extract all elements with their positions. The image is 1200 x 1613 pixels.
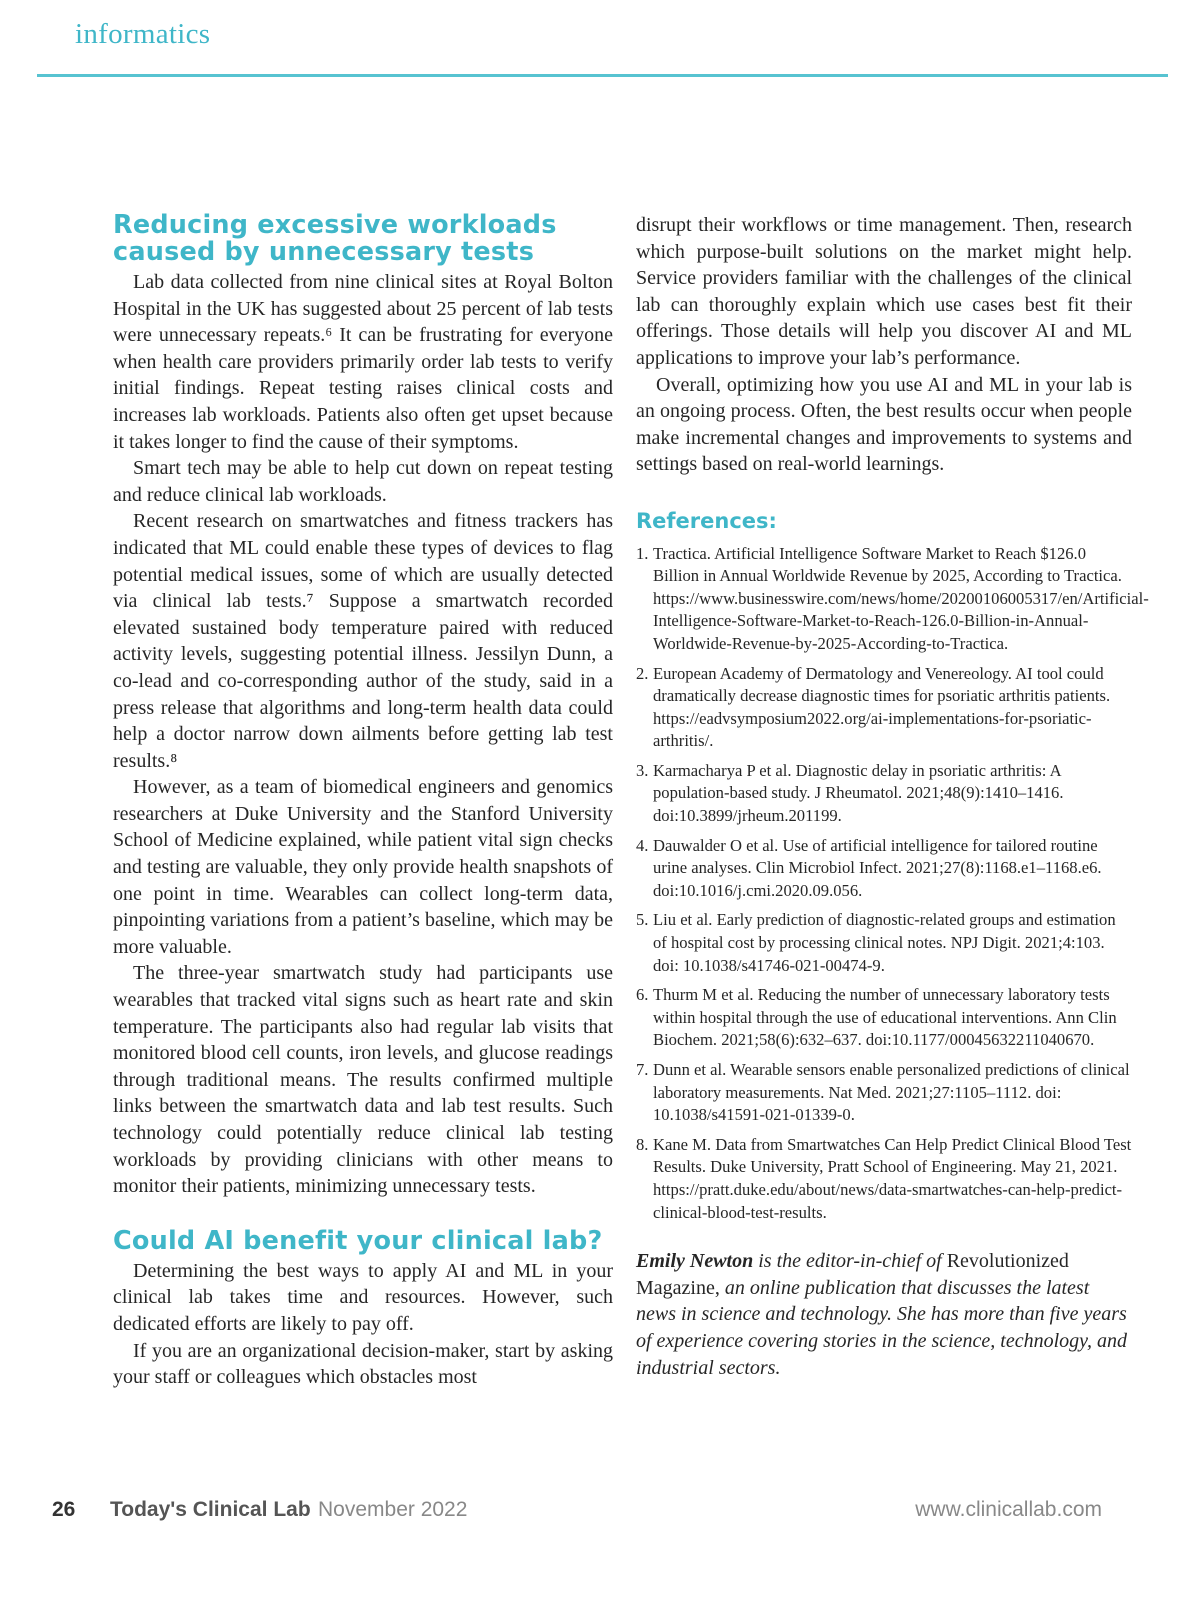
reference-number: 2. xyxy=(636,663,649,683)
reference-item xyxy=(636,663,1132,753)
reference-item xyxy=(636,1059,1132,1127)
reference-number: 6. xyxy=(636,985,649,1005)
references-list xyxy=(636,543,1149,1225)
author-bio-text: is the editor-in-chief of xyxy=(758,1250,942,1273)
reference-text: Liu et al. Early prediction of diagnostic-related groups and estimation of hospital cost by processing clinical notes. NPJ Digit. 2021;4:103. doi: 10.1038/s41746-021-00474-9. xyxy=(653,910,1116,975)
page-footer xyxy=(52,1496,1102,1528)
reference-item xyxy=(636,1134,1132,1224)
reference-item xyxy=(636,760,1132,828)
reference-text: Dunn et al. Wearable sensors enable personalized predictions of clinical laboratory measurements. Nat Med. 2021;27:1105–1112. doi: 10.1038/s41591-021-01339-0. xyxy=(653,1060,1130,1125)
body-paragraph-continued: disrupt their workflows or time management. Then, research which purpose-built solutions on the market might help. Service providers familiar with the challenges of the clinical lab can thoroughly explain which use cases best fit their offerings. Those details will help you discover AI and ML applications to improve your lab’s performance. xyxy=(636,214,1132,369)
website-url: www.clinicallab.com xyxy=(915,1498,1102,1521)
body-paragraph: Lab data collected from nine clinical sites at Royal Bolton Hospital in the UK has suggested about 25 percent of lab tests were unnecessary repeats.⁶ It can be frustrating for everyone when health care providers primarily order lab tests to verify initial findings. Repeat testing raises clinical costs and increases lab workloads. Patients also often get upset because it takes longer to find the cause of their symptoms. xyxy=(113,271,613,453)
magazine-title: Today's Clinical Lab xyxy=(110,1498,311,1521)
article-column-left xyxy=(113,212,613,1391)
reference-number: 3. xyxy=(636,760,649,780)
body-paragraph: However, as a team of biomedical engineers and genomics researchers at Duke University and the Stanford University School of Medicine explained, while patient vital sign checks and testing are valuable, they only provide health snapshots of one point in time. Wearables can collect long-term data, pinpointing variations from a patient’s baseline, which may be more valuable. xyxy=(113,776,613,958)
reference-text: Dauwalder O et al. Use of artificial intelligence for tailored routine urine analyses. Clin Microbiol Infect. 2021;27(8):1168.e1–1168.e6. doi:10.1016/j.cmi.2020.09.056. xyxy=(653,835,1102,900)
issue-date: November 2022 xyxy=(318,1498,468,1521)
section-heading-workloads: Reducing excessive workloads caused by unnecessary tests xyxy=(113,210,557,267)
author-bio-text: an online publication that discusses the latest news in science and technology. She has more than five years of experience covering stories in the science, technology, and industrial sectors. xyxy=(636,1276,1127,1379)
reference-item xyxy=(636,543,1149,656)
author-bio xyxy=(636,1248,1132,1381)
author-name: Emily Newton xyxy=(636,1250,754,1273)
references-heading: References: xyxy=(636,508,777,533)
reference-number: 1. xyxy=(636,543,649,563)
reference-item xyxy=(636,909,1132,977)
header-rule xyxy=(37,74,1168,77)
reference-number: 4. xyxy=(636,835,649,855)
article-column-right xyxy=(636,212,1149,1401)
body-paragraph: Smart tech may be able to help cut down on repeat testing and reduce clinical lab workloads. xyxy=(113,457,613,506)
section-tag: informatics xyxy=(75,18,211,50)
reference-number: 7. xyxy=(636,1060,649,1079)
page-number: 26 xyxy=(52,1498,76,1521)
body-paragraph: Overall, optimizing how you use AI and ML in your lab is an ongoing process. Often, the best results occur when people make incremental changes and improvements to systems and settings based on real-world learnings. xyxy=(636,373,1132,476)
reference-text: European Academy of Dermatology and Venereology. AI tool could dramatically decrease diagnostic times for psoriatic arthritis patients. https://eadvsymposium2022.org/ai-implementations-for-psoriatic-arthritis/. xyxy=(653,663,1111,751)
body-paragraph: If you are an organizational decision-maker, start by asking your staff or colleagues which obstacles most xyxy=(113,1339,613,1389)
body-paragraph: Determining the best ways to apply AI and ML in your clinical lab takes time and resources. However, such dedicated efforts are likely to pay off. xyxy=(113,1259,613,1335)
reference-text: Thurm M et al. Reducing the number of unnecessary laboratory tests within hospital through the use of educational interventions. Ann Clin Biochem. 2021;58(6):632–637. doi:10.1177/00045632211040670. xyxy=(653,985,1117,1050)
reference-number: 8. xyxy=(636,1134,649,1154)
reference-text: Karmacharya P et al. Diagnostic delay in psoriatic arthritis: A population-based study. J Rheumatol. 2021;48(9):1410–1416. doi:10.3899/jrheum.201199. xyxy=(653,760,1064,826)
reference-text: Tractica. Artificial Intelligence Software Market to Reach $126.0 Billion in Annual Worldwide Revenue by 2025, According to Tractica. https://www.businesswire.com/news/home/20200106005317/en/Artificial-Intelligence-Software-Market-to-Reach-126.0-Billion-in-Annual-Worldwide-Revenue-by-2025-According-to-Tractica. xyxy=(653,543,1149,653)
section-heading-ai-benefit: Could AI benefit your clinical lab? xyxy=(113,1225,603,1256)
body-paragraph: Recent research on smartwatches and fitness trackers has indicated that ML could enable these types of devices to flag potential medical issues, some of which are usually detected via clinical lab tests.⁷ Suppose a smartwatch recorded elevated sustained body temperature paired with reduced activity levels, suggesting potential illness. Jessilyn Dunn, a co-lead and co-corresponding author of the study, said in a press release that algorithms and long-term health data could help a doctor narrow down ailments before getting lab test results.⁸ xyxy=(113,510,613,772)
reference-item xyxy=(636,984,1132,1052)
body-paragraph: The three-year smartwatch study had participants use wearables that tracked vital signs such as heart rate and skin temperature. The participants also had regular lab visits that monitored blood cell counts, iron levels, and glucose readings through traditional means. The results confirmed multiple links between the smartwatch data and lab test results. Such technology could potentially reduce clinical lab testing workloads by providing clinicians with other means to monitor their patients, minimizing unnecessary tests. xyxy=(113,962,613,1198)
publication-name: Revolutionized Magazine, xyxy=(636,1250,1069,1299)
reference-number: 5. xyxy=(636,910,649,930)
reference-item xyxy=(636,835,1132,903)
reference-text: Kane M. Data from Smartwatches Can Help Predict Clinical Blood Test Results. Duke University, Pratt School of Engineering. May 21, 2021. https://pratt.duke.edu/about/news/data-smartwatches-can-help-predict-clinical-blood-test-results. xyxy=(653,1134,1132,1222)
